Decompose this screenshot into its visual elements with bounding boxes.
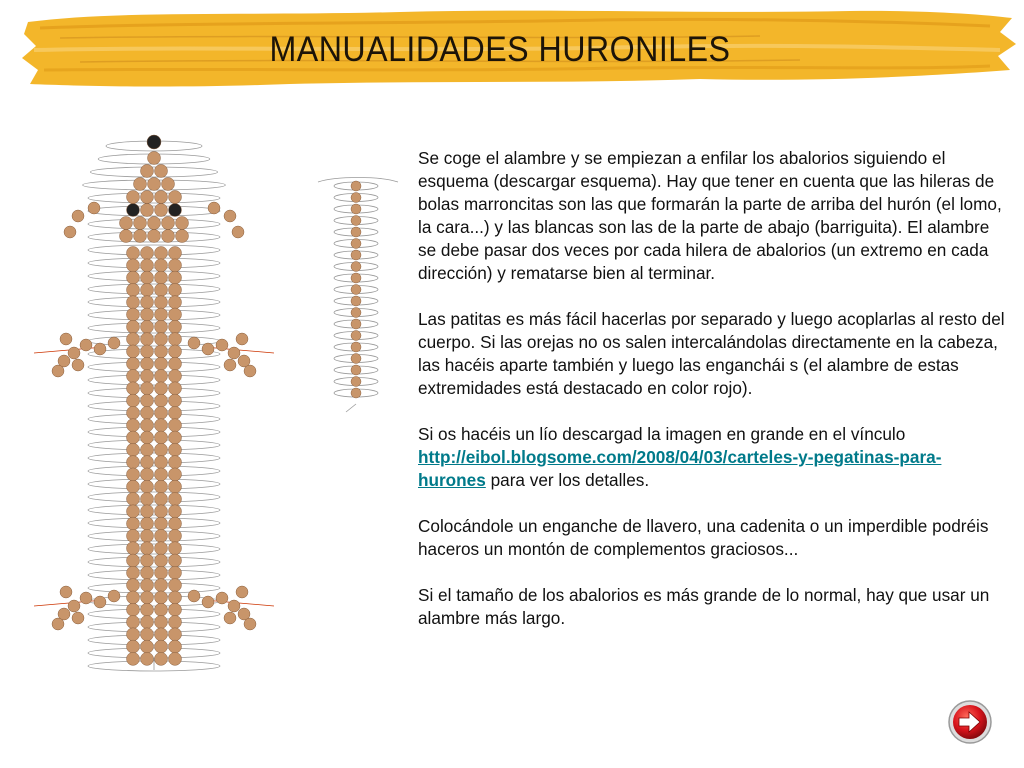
- bead: [141, 191, 154, 204]
- bead: [127, 370, 140, 383]
- leg-bead: [108, 590, 120, 602]
- bead: [141, 554, 154, 567]
- bead: [127, 419, 140, 432]
- bead: [169, 456, 182, 469]
- bead: [127, 480, 140, 493]
- bead: [155, 616, 168, 629]
- bead: [155, 283, 168, 296]
- strip-bead: [351, 365, 361, 375]
- bead: [141, 456, 154, 469]
- bead: [141, 406, 154, 419]
- bead: [141, 579, 154, 592]
- bead: [155, 456, 168, 469]
- bead: [169, 370, 182, 383]
- bead: [169, 579, 182, 592]
- leg-bead: [236, 333, 248, 345]
- bead: [155, 394, 168, 407]
- bead: [155, 271, 168, 284]
- bead: [141, 320, 154, 333]
- leg-bead: [224, 612, 236, 624]
- bead: [127, 296, 140, 309]
- bead: [127, 579, 140, 592]
- bead: [155, 566, 168, 579]
- bead: [127, 382, 140, 395]
- bead-strip-diagram: [316, 172, 400, 414]
- strip-bead: [351, 296, 361, 306]
- bead: [148, 217, 161, 230]
- bead: [127, 345, 140, 358]
- bead: [127, 640, 140, 653]
- bead: [141, 382, 154, 395]
- bead: [141, 529, 154, 542]
- bead: [148, 230, 161, 243]
- bead: [169, 640, 182, 653]
- bead: [141, 628, 154, 641]
- bead: [141, 505, 154, 518]
- leg-bead: [94, 596, 106, 608]
- strip-bead: [351, 216, 361, 226]
- bead: [127, 566, 140, 579]
- bead: [155, 296, 168, 309]
- strip-bead: [351, 308, 361, 318]
- bead: [155, 320, 168, 333]
- ear-bead: [232, 226, 244, 238]
- bead: [141, 247, 154, 260]
- bead: [141, 333, 154, 346]
- bead: [169, 603, 182, 616]
- bead: [155, 480, 168, 493]
- bead: [176, 230, 189, 243]
- bead: [141, 165, 154, 178]
- leg-bead: [216, 339, 228, 351]
- paragraph-3-after: para ver los detalles.: [485, 470, 650, 490]
- bead: [169, 382, 182, 395]
- bead: [169, 406, 182, 419]
- bead: [169, 271, 182, 284]
- bead: [155, 554, 168, 567]
- bead: [169, 628, 182, 641]
- bead: [169, 308, 182, 321]
- ear-bead: [72, 210, 84, 222]
- bead: [127, 271, 140, 284]
- leg-bead: [52, 365, 64, 377]
- leg-bead: [202, 343, 214, 355]
- bead: [141, 259, 154, 272]
- bead: [127, 603, 140, 616]
- bead: [169, 333, 182, 346]
- bead: [141, 296, 154, 309]
- bead: [155, 652, 168, 665]
- bead: [169, 554, 182, 567]
- strip-bead: [351, 250, 361, 260]
- leg-bead: [244, 365, 256, 377]
- bead: [155, 579, 168, 592]
- bead: [176, 217, 189, 230]
- ferret-posters-link[interactable]: http://eibol.blogsome.com/2008/04/03/carteles-y-pegatinas-para-hurones: [418, 447, 942, 490]
- bead: [127, 456, 140, 469]
- strip-bead: [351, 388, 361, 398]
- bead: [169, 529, 182, 542]
- strip-bead: [351, 377, 361, 387]
- paragraph-3: [418, 423, 1008, 492]
- bead: [155, 165, 168, 178]
- bead: [141, 357, 154, 370]
- strip-bead: [351, 227, 361, 237]
- strip-bead: [351, 354, 361, 364]
- bead: [127, 406, 140, 419]
- strip-bead: [351, 285, 361, 295]
- bead: [141, 431, 154, 444]
- bead: [141, 603, 154, 616]
- bead: [120, 230, 133, 243]
- bead: [127, 529, 140, 542]
- bead: [169, 320, 182, 333]
- bead: [141, 542, 154, 555]
- leg-bead: [224, 359, 236, 371]
- bead: [127, 431, 140, 444]
- bead: [127, 542, 140, 555]
- ear-bead: [88, 202, 100, 214]
- bead: [169, 443, 182, 456]
- ear-bead: [224, 210, 236, 222]
- bead: [155, 628, 168, 641]
- bead: [169, 493, 182, 506]
- ear-bead: [208, 202, 220, 214]
- bead: [127, 468, 140, 481]
- bead: [169, 419, 182, 432]
- bead: [127, 191, 140, 204]
- bead: [155, 370, 168, 383]
- bead: [155, 357, 168, 370]
- bead: [141, 419, 154, 432]
- bead: [141, 480, 154, 493]
- bead: [155, 529, 168, 542]
- bead: [120, 217, 133, 230]
- bead: [127, 652, 140, 665]
- leg-bead: [72, 359, 84, 371]
- bead: [141, 517, 154, 530]
- bead: [169, 345, 182, 358]
- bead: [127, 283, 140, 296]
- bead: [169, 542, 182, 555]
- bead: [169, 591, 182, 604]
- bead: [162, 217, 175, 230]
- bead: [169, 191, 182, 204]
- bead: [155, 191, 168, 204]
- paragraph-1: Se coge el alambre y se empiezan a enfilar los abalorios siguiendo el esquema (descargar esquema). Hay que tener en cuenta que las hileras de bolas marroncitas son las que formarán la parte de arriba del hurón (el lomo, la cara...) y las blancas son las de la parte de abajo (barriguita). El alambre se debe pasar dos veces por cada hilera de abalorios (un extremo en cada dirección) y rematarse bien al terminar.: [418, 148, 1002, 283]
- bead: [127, 308, 140, 321]
- bead: [155, 542, 168, 555]
- bead: [169, 431, 182, 444]
- bead: [134, 178, 147, 191]
- bead: [155, 333, 168, 346]
- bead: [127, 394, 140, 407]
- strip-bead: [351, 331, 361, 341]
- bead: [155, 345, 168, 358]
- bead: [155, 382, 168, 395]
- strip-bead: [351, 319, 361, 329]
- instructions-text: [418, 147, 1008, 653]
- bead: [169, 296, 182, 309]
- bead: [169, 468, 182, 481]
- bead: [169, 616, 182, 629]
- leg-bead: [202, 596, 214, 608]
- bead: [169, 480, 182, 493]
- bead: [127, 591, 140, 604]
- bead: [155, 204, 168, 217]
- bead: [127, 443, 140, 456]
- paragraph-5: Si el tamaño de los abalorios es más grande de lo normal, hay que usar un alambre más largo.: [418, 585, 990, 628]
- bead: [155, 406, 168, 419]
- bead: [155, 603, 168, 616]
- bead: [155, 308, 168, 321]
- bead: [155, 443, 168, 456]
- bead: [141, 283, 154, 296]
- ear-bead: [64, 226, 76, 238]
- leg-bead: [236, 586, 248, 598]
- bead: [127, 247, 140, 260]
- bead: [127, 517, 140, 530]
- leg-bead: [228, 600, 240, 612]
- bead: [155, 517, 168, 530]
- leg-bead: [216, 592, 228, 604]
- paragraph-4: Colocándole un enganche de llavero, una cadenita o un imperdible podréis haceros un montón de complementos graciosos...: [418, 516, 989, 559]
- bead: [169, 247, 182, 260]
- bead: [162, 230, 175, 243]
- next-slide-button[interactable]: [947, 699, 993, 745]
- bead: [141, 493, 154, 506]
- bead: [141, 566, 154, 579]
- bead: [134, 230, 147, 243]
- bead: [127, 333, 140, 346]
- bead: [141, 591, 154, 604]
- bead: [141, 345, 154, 358]
- bead: [169, 204, 182, 217]
- bead: [127, 204, 140, 217]
- page-title: MANUALIDADES HURONILES: [269, 30, 731, 69]
- bead: [155, 247, 168, 260]
- strip-bead: [351, 342, 361, 352]
- bead: [155, 493, 168, 506]
- ferret-bead-diagram: [14, 128, 304, 673]
- strip-bead: [351, 262, 361, 272]
- strip-bead: [351, 193, 361, 203]
- bead: [148, 178, 161, 191]
- strip-bead: [351, 239, 361, 249]
- leg-bead: [68, 347, 80, 359]
- leg-bead: [52, 618, 64, 630]
- bead: [155, 259, 168, 272]
- bead: [127, 616, 140, 629]
- bead: [169, 652, 182, 665]
- leg-bead: [188, 337, 200, 349]
- leg-bead: [94, 343, 106, 355]
- bead: [134, 217, 147, 230]
- strip-bead: [351, 273, 361, 283]
- bead: [141, 443, 154, 456]
- bead: [155, 640, 168, 653]
- bead: [155, 505, 168, 518]
- strip-bead: [351, 204, 361, 214]
- bead: [169, 283, 182, 296]
- leg-bead: [80, 592, 92, 604]
- leg-bead: [72, 612, 84, 624]
- leg-bead: [60, 333, 72, 345]
- leg-bead: [60, 586, 72, 598]
- bead: [127, 357, 140, 370]
- bead: [162, 178, 175, 191]
- leg-bead: [108, 337, 120, 349]
- bead: [148, 152, 161, 165]
- bead: [127, 505, 140, 518]
- bead: [141, 370, 154, 383]
- leg-bead: [228, 347, 240, 359]
- bead: [141, 640, 154, 653]
- bead: [127, 259, 140, 272]
- bead: [127, 628, 140, 641]
- bead: [141, 616, 154, 629]
- bead: [141, 394, 154, 407]
- leg-bead: [244, 618, 256, 630]
- strip-bead: [351, 181, 361, 191]
- leg-bead: [68, 600, 80, 612]
- bead: [141, 652, 154, 665]
- bead: [169, 517, 182, 530]
- leg-bead: [188, 590, 200, 602]
- bead: [169, 357, 182, 370]
- bead: [141, 468, 154, 481]
- bead: [155, 468, 168, 481]
- bead: [141, 271, 154, 284]
- bead: [127, 493, 140, 506]
- bead: [169, 259, 182, 272]
- paragraph-3-before: Si os hacéis un lío descargad la imagen en grande en el vínculo: [418, 424, 906, 444]
- bead: [141, 308, 154, 321]
- bead: [169, 394, 182, 407]
- bead: [127, 554, 140, 567]
- bead: [127, 320, 140, 333]
- bead: [155, 419, 168, 432]
- bead: [169, 566, 182, 579]
- leg-bead: [80, 339, 92, 351]
- bead: [169, 505, 182, 518]
- bead: [141, 204, 154, 217]
- nose-bead: [147, 135, 161, 149]
- bead: [155, 431, 168, 444]
- paragraph-2: Las patitas es más fácil hacerlas por separado y luego acoplarlas al resto del cuerpo. Si las orejas no os salen intercalándolas directamente en la cabeza, las hacéis aparte también y luego las enganchái s (el alambre de estas extremidades está destacado en color rojo).: [418, 309, 1005, 398]
- bead: [155, 591, 168, 604]
